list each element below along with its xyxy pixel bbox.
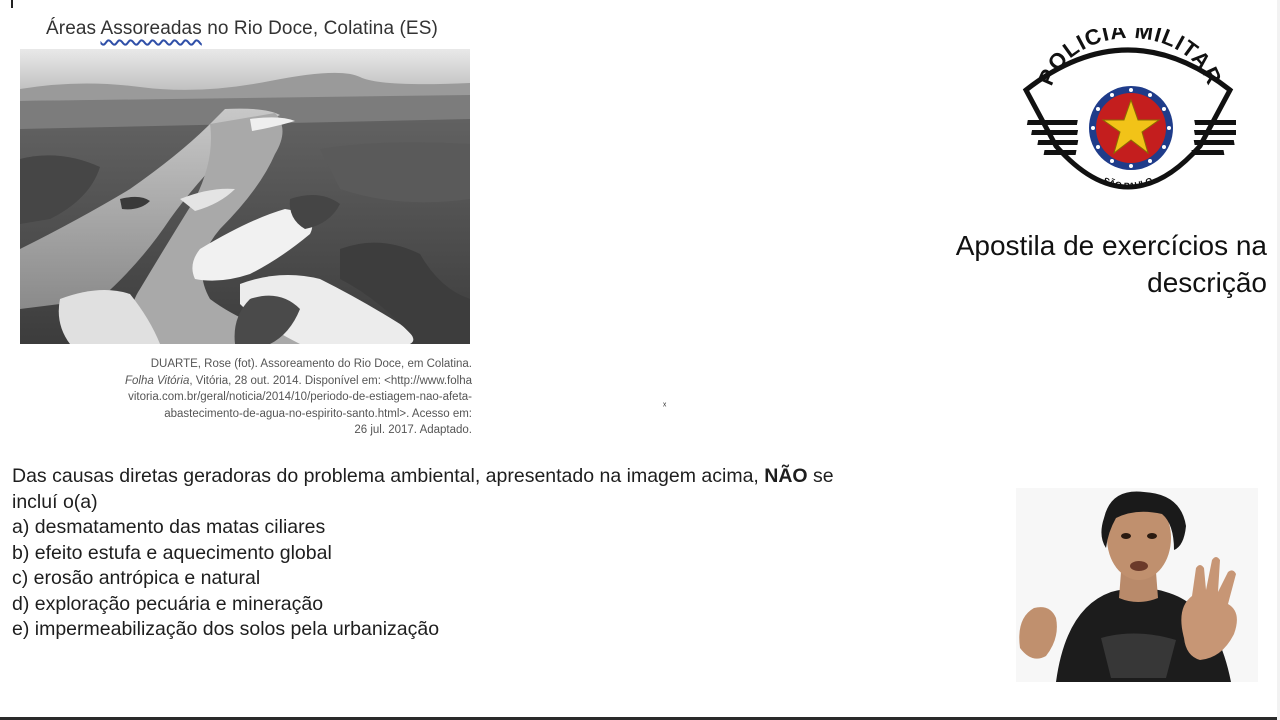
river-photo bbox=[20, 49, 470, 344]
side-caption-line-2: descrição bbox=[1147, 267, 1267, 298]
corner-mark bbox=[11, 0, 13, 8]
option-b: b) efeito estufa e aquecimento global bbox=[12, 541, 332, 564]
question-emphasis: NÃO bbox=[764, 465, 808, 487]
option-c: c) erosão antrópica e natural bbox=[12, 567, 261, 589]
option-e: e) impermeabilização dos solos pela urbanização bbox=[12, 618, 440, 640]
question-line-1 bbox=[12, 464, 952, 490]
question-text: Das causas diretas geradoras do problema ambiental, apresentado na imagem acima, bbox=[12, 465, 765, 487]
badge-top-text: POLICIA MILITAR bbox=[1032, 28, 1228, 89]
figure-title-highlight: Assoreadas bbox=[100, 18, 202, 39]
side-caption bbox=[956, 227, 1267, 301]
question-text-end: se bbox=[807, 465, 834, 487]
presenter-video bbox=[1016, 488, 1258, 682]
credit-source: Folha Vitória bbox=[124, 374, 190, 387]
side-caption-line-1: Apostila de exercícios na bbox=[955, 230, 1267, 261]
figure-title-suffix: no Rio Doce, Colatina (ES) bbox=[201, 18, 438, 39]
option-d: d) exploração pecuária e mineração bbox=[12, 592, 324, 615]
answer-options bbox=[12, 515, 439, 643]
question-stem bbox=[12, 464, 952, 515]
credit-line: vitoria.com.br/geral/noticia/2014/10/periodo-de-estiagem-nao-afeta- bbox=[128, 391, 472, 403]
figure-title-prefix: Áreas bbox=[46, 18, 101, 39]
credit-line: 26 jul. 2017. Adaptado. bbox=[354, 424, 472, 436]
mouse-cursor: ˣ bbox=[663, 401, 667, 412]
badge-bottom-text: SÃO PAULO bbox=[1101, 175, 1155, 192]
credit-line: DUARTE, Rose (fot). Assoreamento do Rio Doce, em Colatina. bbox=[150, 358, 472, 370]
credit-line-rest: , Vitória, 28 out. 2014. Disponível em: <http://www.folha bbox=[189, 374, 472, 387]
figure-credit bbox=[40, 356, 472, 439]
credit-line bbox=[40, 373, 472, 390]
figure-title bbox=[46, 18, 438, 40]
policia-militar-logo bbox=[1020, 28, 1236, 208]
question-line-2: incluí o(a) bbox=[12, 490, 98, 513]
credit-line: abastecimento-de-agua-no-espirito-santo.html>. Acesso em: bbox=[164, 407, 472, 420]
option-a: a) desmatamento das matas ciliares bbox=[12, 516, 326, 538]
